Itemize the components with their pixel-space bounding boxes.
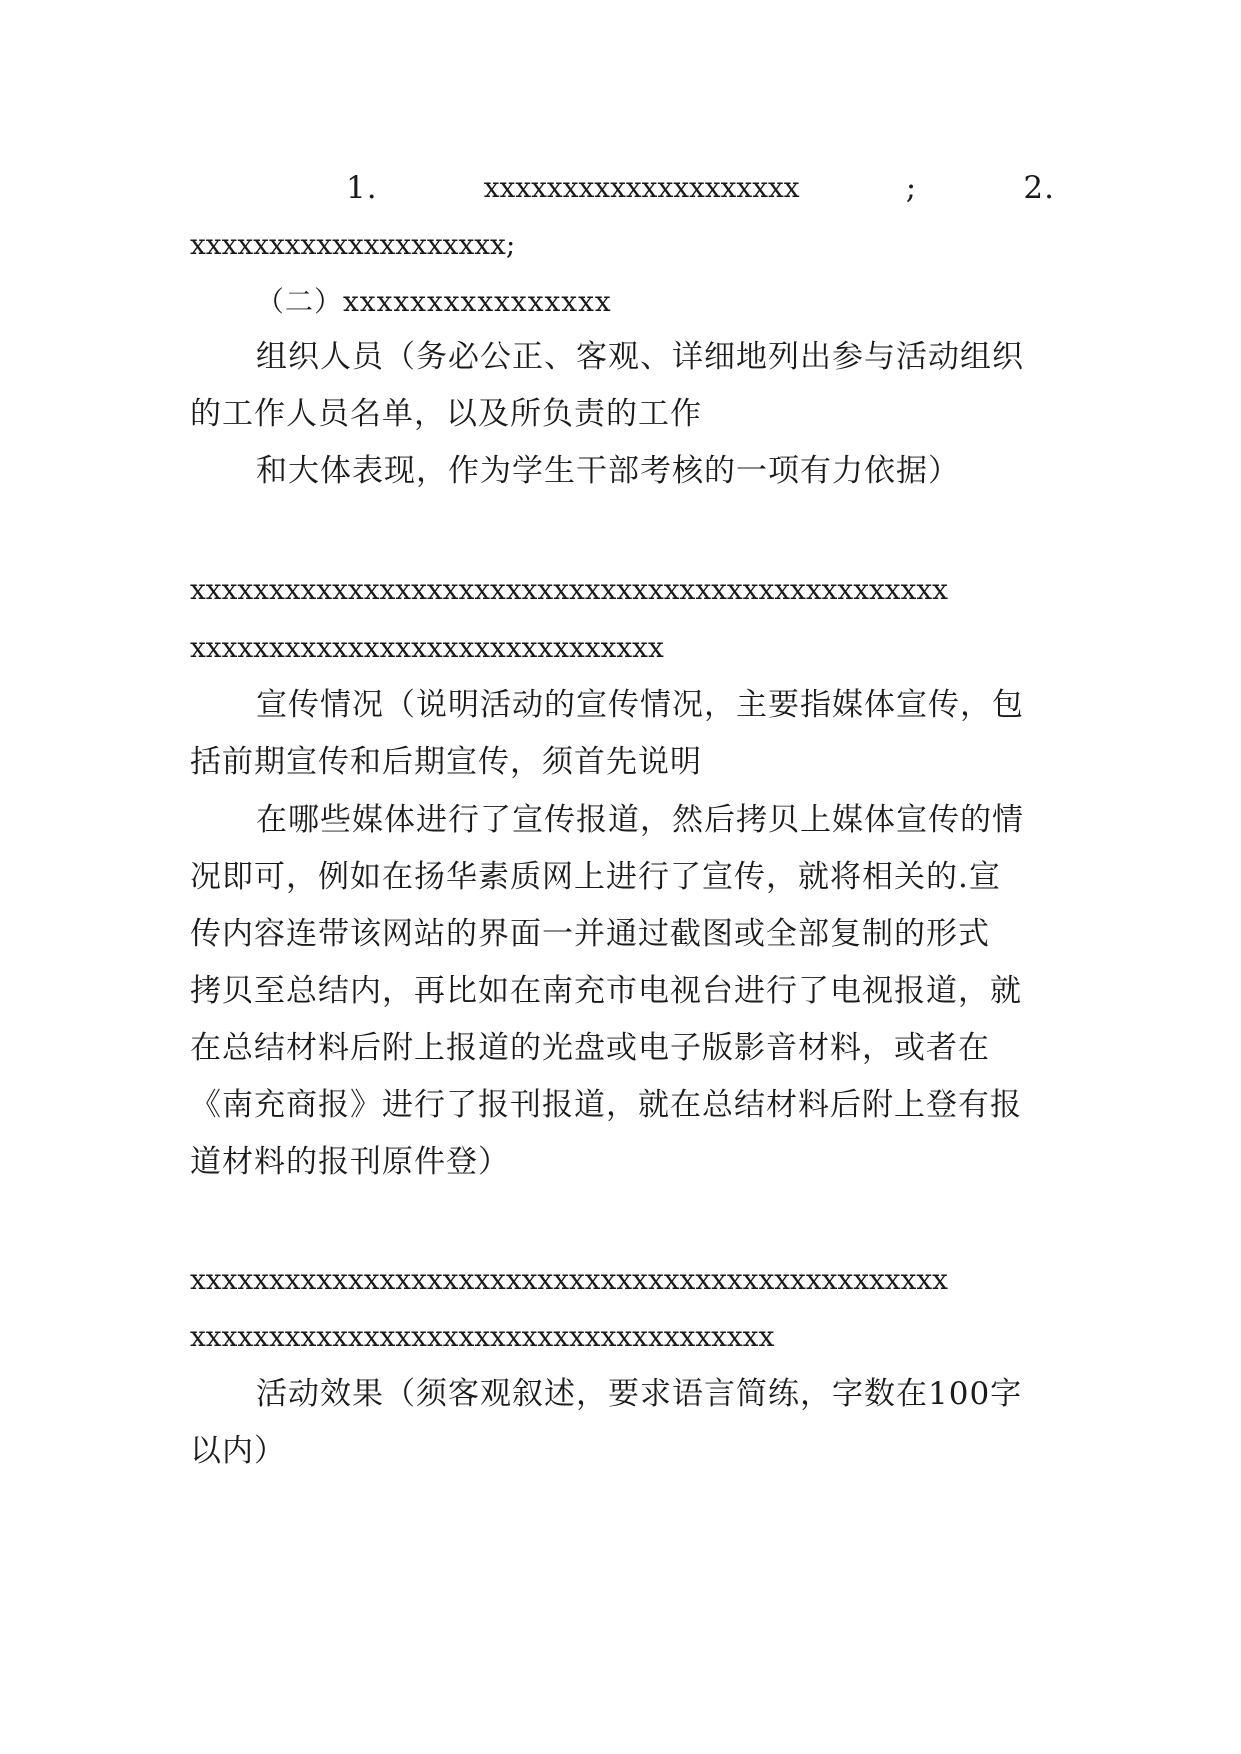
filler-1-line-1: xxxxxxxxxxxxxxxxxxxxxxxxxxxxxxxxxxxxxxxxxxxxxxxx	[190, 573, 948, 606]
filler-2-line-2: xxxxxxxxxxxxxxxxxxxxxxxxxxxxxxxxxxxxx	[190, 1320, 775, 1353]
section-heading: （二）xxxxxxxxxxxxxxxx	[256, 285, 612, 318]
publicity-line-5: 传内容连带该网站的界面一并通过截图或全部复制的形式	[190, 916, 990, 952]
filler-2-line-1: xxxxxxxxxxxxxxxxxxxxxxxxxxxxxxxxxxxxxxxxxxxxxxxx	[190, 1263, 948, 1296]
publicity-line-1: 宣传情况（说明活动的宣传情况，主要指媒体宣传，包	[256, 687, 1024, 723]
publicity-line-6: 拷贝至总结内，再比如在南充市电视台进行了电视报道，就	[190, 973, 1022, 1009]
item-1-text: xxxxxxxxxxxxxxxxxxxx	[483, 171, 800, 204]
publicity-line-8: 《南充商报》进行了报刊报道，就在总结材料后附上登有报	[190, 1087, 1022, 1123]
publicity-line-2: 括前期宣传和后期宣传，须首先说明	[190, 744, 702, 780]
organizers-line-3: 和大体表现，作为学生干部考核的一项有力依据）	[256, 453, 960, 489]
publicity-line-3: 在哪些媒体进行了宣传报道，然后拷贝上媒体宣传的情	[256, 802, 1024, 838]
filler-1-line-2: xxxxxxxxxxxxxxxxxxxxxxxxxxxxxx	[190, 631, 664, 664]
publicity-line-9: 道材料的报刊原件登）	[190, 1144, 510, 1180]
item-2-text: xxxxxxxxxxxxxxxxxxxx;	[190, 228, 516, 261]
item-number-1: 1.	[346, 170, 378, 206]
publicity-line-4: 况即可，例如在扬华素质网上进行了宣传，就将相关的.宣	[190, 859, 1001, 895]
publicity-line-7: 在总结材料后附上报道的光盘或电子版影音材料，或者在	[190, 1030, 990, 1066]
organizers-line-2: 的工作人员名单，以及所负责的工作	[190, 396, 702, 432]
item-number-2: 2.	[1023, 170, 1055, 206]
organizers-line-1: 组织人员（务必公正、客观、详细地列出参与活动组织	[256, 339, 1024, 375]
effect-line-1: 活动效果（须客观叙述，要求语言简练，字数在100字	[256, 1376, 1023, 1412]
numbered-items-row	[346, 168, 1055, 208]
effect-line-2: 以内）	[190, 1433, 286, 1469]
item-separator: ;	[905, 170, 918, 206]
